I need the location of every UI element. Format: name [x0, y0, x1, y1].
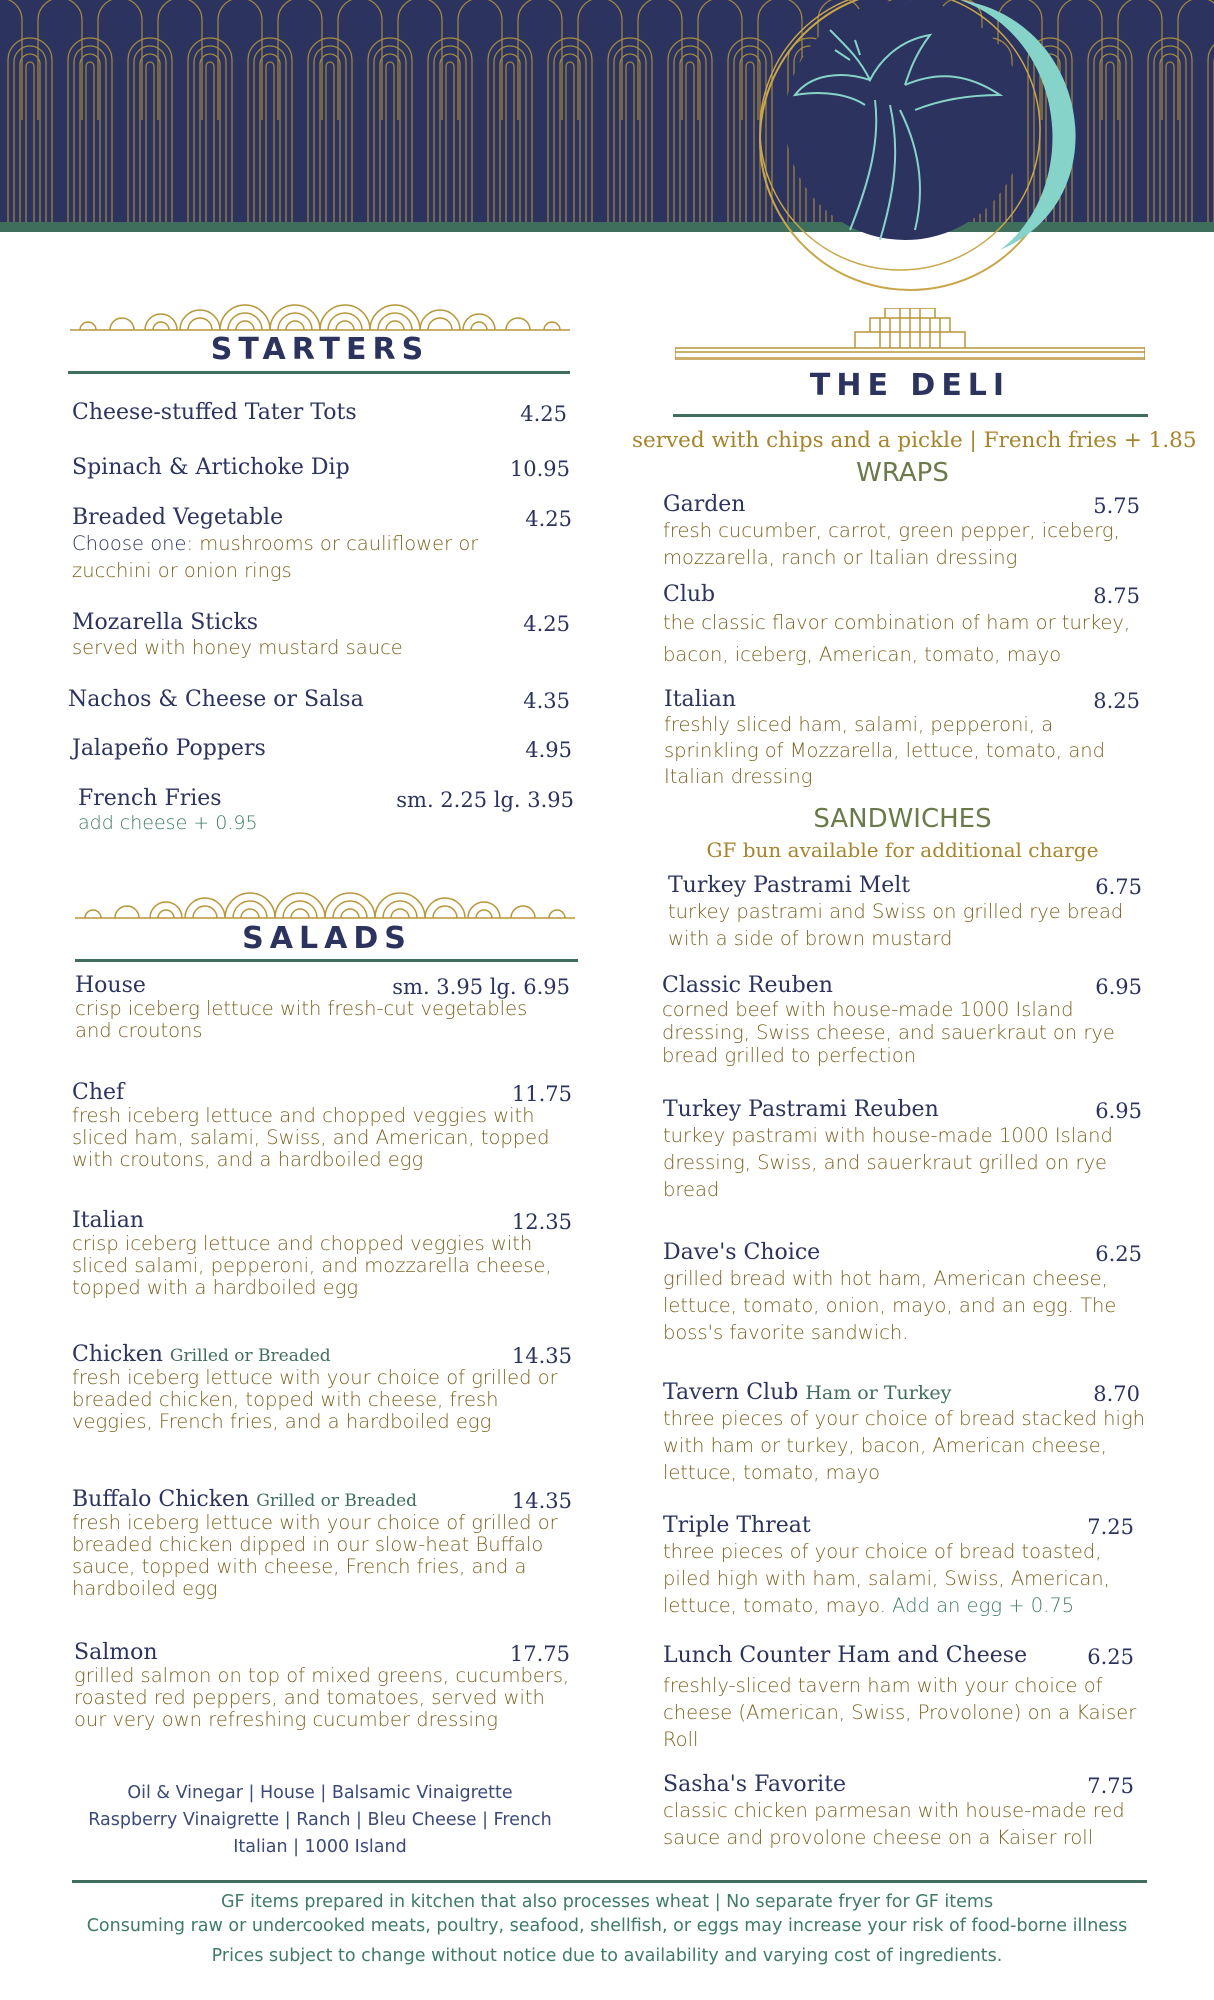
menu-item: [75, 973, 570, 1042]
item-description: [72, 530, 492, 584]
item-name: Classic Reuben: [662, 973, 833, 998]
menu-item: [663, 1643, 1137, 1753]
dressing-line: Italian | 1000 Island: [233, 1837, 407, 1857]
dressing-line: Oil & Vinegar | House | Balsamic Vinaigrette: [127, 1783, 513, 1803]
menu-item: [663, 582, 1140, 671]
starters-heading: [68, 332, 572, 367]
item-price: 10.95: [509, 457, 570, 481]
footer-gf-note: GF items prepared in kitchen that also processes wheat | No separate fryer for GF items: [220, 1892, 994, 1912]
item-name: [72, 1342, 572, 1367]
starters-title: STARTERS: [210, 332, 430, 367]
gf-bun-note: GF bun available for additional charge: [706, 838, 1099, 862]
deli-heading: [675, 368, 1145, 403]
item-name: Garden: [663, 492, 746, 517]
item-addon: add cheese + 0.95: [78, 812, 258, 834]
item-description: three pieces of your choice of bread stacked high with ham or turkey, bacon, American cheese, lettuce, tomato, mayo: [663, 1407, 1146, 1484]
item-name: Cheese-stuffed Tater Tots: [72, 400, 357, 425]
choice-note: Ham or Turkey: [805, 1382, 952, 1404]
menu-item: [72, 736, 572, 761]
item-name: Nachos & Cheese or Salsa: [68, 687, 364, 712]
item-price: 5.75: [1093, 494, 1140, 518]
starters-rule: [68, 371, 570, 374]
item-name: Turkey Pastrami Reuben: [663, 1097, 939, 1122]
menu-item: [72, 1080, 572, 1171]
item-price: 7.75: [1087, 1774, 1134, 1798]
item-price: 6.25: [1095, 1242, 1142, 1266]
menu-item: [72, 1342, 572, 1433]
sandwiches-heading: SANDWICHES: [813, 804, 992, 834]
menu-item: [72, 610, 570, 660]
item-desc-text: : mushrooms or cauliflower or zucchini or onion rings: [72, 532, 479, 582]
item-name: Italian: [664, 687, 737, 712]
item-name: Dave's Choice: [663, 1240, 821, 1265]
menu-item: [662, 973, 1142, 1067]
item-name: Salmon: [74, 1640, 158, 1665]
footer-price-note: Prices subject to change without notice due to availability and varying cost of ingredients.: [211, 1946, 1003, 1966]
item-name-text: Tavern Club: [663, 1380, 799, 1405]
deli-rule: [673, 414, 1148, 417]
item-price: 6.95: [1095, 1099, 1142, 1123]
menu-item: [668, 873, 1142, 952]
item-description: fresh cucumber, carrot, green pepper, iceberg, mozzarella, ranch or Italian dressing: [663, 519, 1120, 569]
item-description: grilled salmon on top of mixed greens, cucumbers, roasted red peppers, and tomatoes, served with our very own refreshing cucumber dressing: [74, 1664, 570, 1731]
menu-item: [74, 1640, 570, 1731]
item-description: turkey pastrami with house-made 1000 Island dressing, Swiss, and sauerkraut grilled on rye bread: [663, 1124, 1113, 1201]
item-name: Triple Threat: [663, 1513, 811, 1538]
item-name: [663, 1380, 1140, 1405]
item-description: grilled bread with hot ham, American cheese, lettuce, tomato, onion, mayo, and an egg. The boss's favorite sandwich.: [663, 1267, 1117, 1344]
item-name: Mozarella Sticks: [72, 610, 259, 635]
item-description: crisp iceberg lettuce and chopped veggies with sliced salami, pepperoni, and mozzarella cheese, topped with a hardboiled egg: [72, 1232, 552, 1299]
item-description: turkey pastrami and Swiss on grilled rye bread with a side of brown mustard: [668, 900, 1124, 950]
item-price: 6.75: [1095, 875, 1142, 899]
salads-ornament: [75, 858, 575, 920]
item-name: Club: [663, 582, 716, 607]
item-description: fresh iceberg lettuce with your choice of grilled or breaded chicken dipped in our slow-heat Buffalo sauce, topped with cheese, French fries, and a hardboiled egg: [72, 1511, 558, 1600]
deli-subtitle: served with chips and a pickle | French fries + 1.85: [632, 428, 1197, 453]
item-price: 12.35: [511, 1210, 572, 1234]
prep-note: Grilled or Breaded: [169, 1346, 331, 1366]
menu-item: [78, 786, 574, 836]
item-price: 17.75: [509, 1642, 570, 1666]
menu-item: [72, 455, 570, 480]
footer-health-warning: Consuming raw or undercooked meats, poultry, seafood, shellfish, or eggs may increase your risk of food-borne illness: [86, 1916, 1128, 1936]
starters-ornament: [70, 270, 570, 332]
item-description: the classic flavor combination of ham or turkey, bacon, iceberg, American, tomato, mayo: [663, 611, 1131, 666]
item-price: sm. 2.25 lg. 3.95: [396, 788, 574, 812]
item-price: sm. 3.95 lg. 6.95: [392, 975, 570, 999]
menu-item: [68, 687, 570, 712]
menu-item: [72, 505, 572, 584]
menu-item: [663, 1380, 1146, 1486]
menu-item: [663, 1097, 1142, 1203]
item-price: 4.35: [523, 689, 570, 713]
item-price: 4.25: [525, 507, 572, 531]
menu-item: [664, 687, 1140, 790]
item-price: 7.25: [1087, 1515, 1134, 1539]
salads-title: SALADS: [242, 921, 412, 956]
menu-item: [72, 1487, 572, 1600]
menu-item: [663, 492, 1140, 571]
item-price: 6.95: [1095, 975, 1142, 999]
menu-item: [663, 1240, 1142, 1346]
item-description: crisp iceberg lettuce with fresh-cut vegetables and croutons: [75, 997, 528, 1042]
item-price: 8.70: [1093, 1382, 1140, 1406]
phoenix-logo: [700, 0, 1160, 310]
item-description: classic chicken parmesan with house-made red sauce and provolone cheese on a Kaiser roll: [663, 1799, 1125, 1849]
prep-note: Grilled or Breaded: [256, 1491, 418, 1511]
item-price: 8.25: [1093, 689, 1140, 713]
dressing-list: [70, 1780, 570, 1861]
item-price: 8.75: [1093, 584, 1140, 608]
item-name: Jalapeño Poppers: [72, 736, 266, 761]
item-name: Lunch Counter Ham and Cheese: [663, 1643, 1028, 1668]
item-name: [72, 1487, 572, 1512]
item-price: 14.35: [511, 1489, 572, 1513]
item-price: 6.25: [1087, 1645, 1134, 1669]
item-description: [663, 1538, 1148, 1619]
wraps-heading: WRAPS: [856, 458, 949, 488]
item-name-text: Chicken: [72, 1342, 163, 1367]
menu-item: [72, 400, 567, 425]
item-name: Sasha's Favorite: [663, 1772, 847, 1797]
item-description: fresh iceberg lettuce and chopped veggies with sliced ham, salami, Swiss, and American, topped with croutons, and a hardboiled egg: [72, 1104, 550, 1171]
item-desc-text: three pieces of your choice of bread toasted, piled high with ham, salami, Swiss, American, lettuce, tomato, mayo.: [663, 1540, 1110, 1617]
item-price: 4.25: [523, 612, 570, 636]
item-name: House: [75, 973, 146, 998]
item-description: freshly-sliced tavern ham with your choice of cheese (American, Swiss, Provolone) on a Kaiser Roll: [663, 1674, 1137, 1751]
menu-item: [663, 1772, 1134, 1851]
item-addon: Add an egg + 0.75: [892, 1594, 1075, 1617]
item-description: corned beef with house-made 1000 Island dressing, Swiss cheese, and sauerkraut on rye bread grilled to perfection: [662, 998, 1115, 1067]
item-name: Italian: [72, 1208, 145, 1233]
deli-title: THE DELI: [809, 368, 1011, 403]
item-price: 11.75: [511, 1082, 572, 1106]
salads-rule: [75, 959, 578, 962]
choose-one-label: Choose one: [72, 532, 187, 555]
salads-heading: [75, 921, 579, 956]
footer-rule: [72, 1880, 1147, 1883]
item-price: 4.25: [520, 402, 567, 426]
item-name-text: Buffalo Chicken: [72, 1487, 250, 1512]
item-description: fresh iceberg lettuce with your choice of grilled or breaded chicken, topped with cheese, fresh veggies, French fries, and a hardboiled egg: [72, 1366, 558, 1433]
menu-item: [663, 1513, 1134, 1619]
item-name: Breaded Vegetable: [72, 505, 284, 530]
item-description: freshly sliced ham, salami, pepperoni, a sprinkling of Mozzarella, lettuce, tomato, and Italian dressing: [664, 713, 1106, 788]
item-name: Chef: [72, 1080, 125, 1105]
item-name: French Fries: [78, 786, 222, 811]
item-price: 14.35: [511, 1344, 572, 1368]
item-name: Turkey Pastrami Melt: [668, 873, 911, 898]
item-description: served with honey mustard sauce: [72, 636, 403, 659]
item-price: 4.95: [525, 738, 572, 762]
dressing-line: Raspberry Vinaigrette | Ranch | Bleu Cheese | French: [88, 1810, 552, 1830]
deli-ornament: [675, 308, 1145, 360]
item-name: Spinach & Artichoke Dip: [72, 455, 350, 480]
menu-item: [72, 1208, 572, 1299]
